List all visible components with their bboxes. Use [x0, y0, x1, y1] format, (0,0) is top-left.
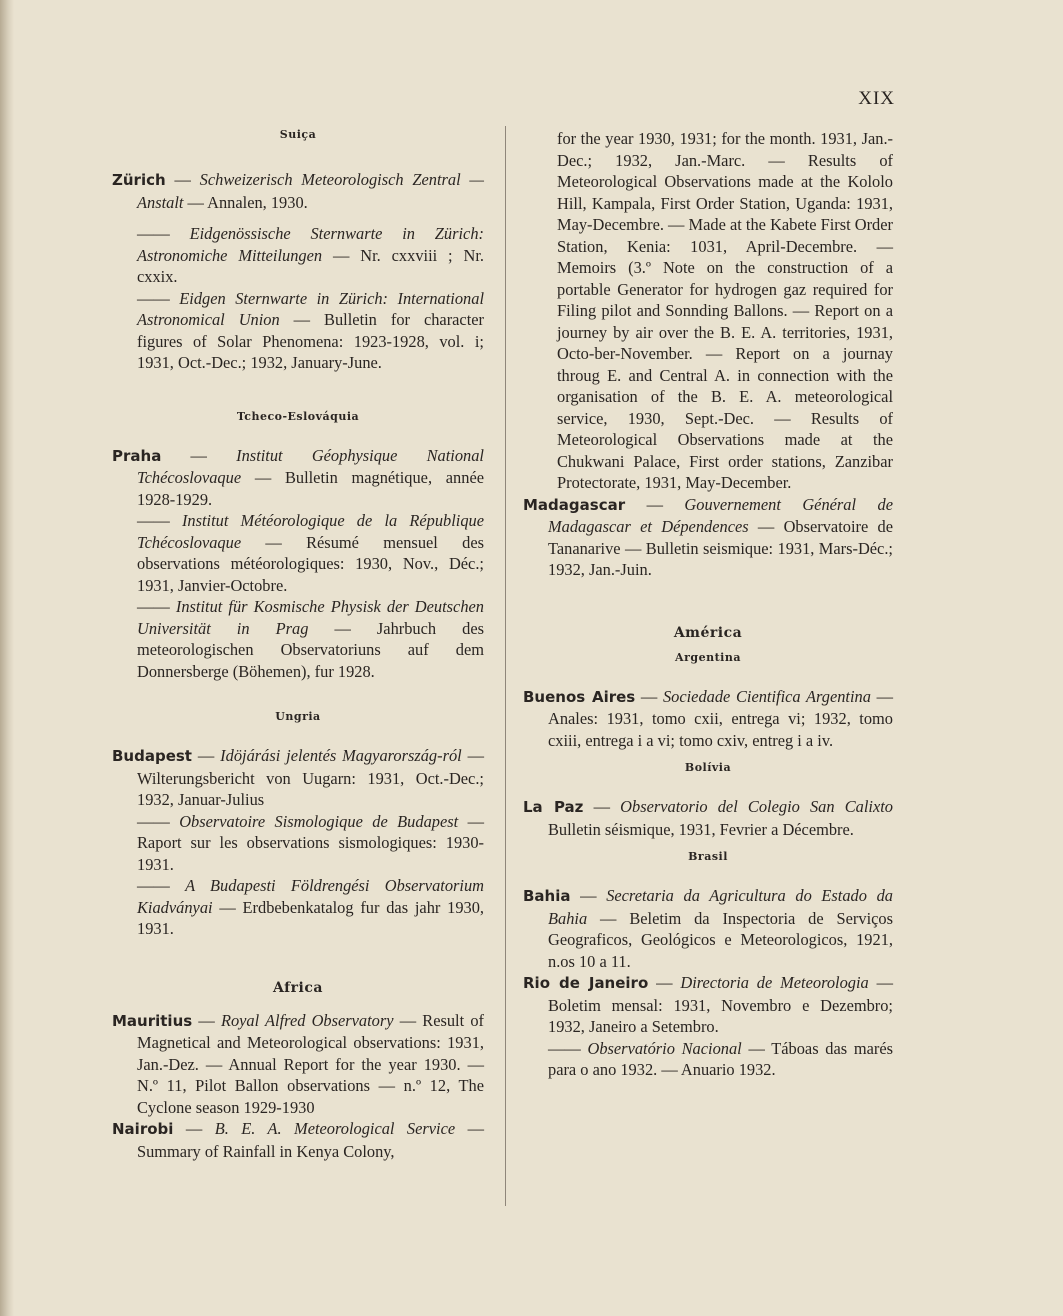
- institution-name: Observatorio del Colegio San Calixto: [620, 797, 893, 816]
- section-heading: Brasil: [688, 850, 728, 863]
- entry-details: — Anales: 1931, tomo cxii, entrega vi; 1932, tomo cxiii, entrega i a vi; tomo cxiv, entreg i a iv.: [548, 686, 893, 750]
- institution-name: Secretaria da Agricultura do Estado da Bahia: [548, 886, 893, 928]
- right-column: [523, 128, 893, 1081]
- institution-name: Observatoire Sismologique de Budapest: [179, 811, 459, 831]
- entry-place: Nairobi: [112, 1120, 174, 1138]
- institution-name: B. E. A. Meteorological Service: [214, 1119, 456, 1138]
- entry-details: — Observatoire de Tananarive — Bulletin seismique: 1931, Mars-Déc.; 1932, Jan.-Juin.: [548, 517, 893, 579]
- entry-place: Rio de Janeiro: [523, 974, 649, 992]
- entry-details: — Result of Magnetical and Meteorological observations: 1931, Jan.-Dez. — Annual Report for the year 1930. — N.º 11, Pilot Ballon observations — n.º 12, The Cyclone season 1929-1930: [137, 1010, 484, 1117]
- dash-prefix: ——: [137, 511, 182, 530]
- section-heading: Suiça: [279, 128, 317, 141]
- directory-entry: [523, 885, 893, 972]
- institution-name: Schweizerisch Meteorologisch Zentral — Anstalt: [137, 170, 484, 212]
- directory-entry: [112, 1010, 484, 1119]
- entry-place: La Paz: [523, 798, 584, 816]
- entry-place: Praha: [112, 446, 162, 465]
- entry-details: — Raport sur les observations sismologiques: 1930-1931.: [137, 811, 484, 874]
- entry-details: — Nr. cxxviii ; Nr. cxxix.: [137, 245, 484, 286]
- entry-details: — Erdbebenkatalog fur das jahr 1930, 1931.: [137, 897, 484, 938]
- entry-place: Budapest: [112, 747, 192, 765]
- directory-entry: [523, 494, 893, 581]
- separator: —: [161, 445, 237, 465]
- dash-prefix: ——: [137, 811, 180, 831]
- entry-details: — Wilterungsbericht von Uugarn: 1931, Oct.-Dec.; 1932, Januar-Julius: [137, 746, 485, 809]
- column-divider: [505, 126, 506, 1206]
- dash-prefix: ——: [137, 876, 186, 895]
- dash-prefix: ——: [548, 1038, 588, 1058]
- entry-details: — Jahrbuch des meteorologischen Observatoriuns auf dem Donnersberge (Böhemen), fur 1928.: [137, 618, 484, 681]
- institution-name: Institut Géophysique National Tchécoslovaque: [137, 445, 484, 487]
- entry-details: — Résumé mensuel des observations météorologiques: 1930, Nov., Déc.; 1931, Janvier-Octobre.: [137, 532, 484, 595]
- institution-name: A Budapesti Földrengési Observatorium Kiadványai: [137, 876, 484, 917]
- institution-name: Sociedade Cientifica Argentina: [662, 686, 871, 706]
- institution-name: Royal Alfred Observatory: [220, 1010, 394, 1030]
- dash-prefix: ——: [137, 288, 180, 308]
- directory-entry: [523, 972, 893, 1038]
- directory-subentry: [112, 510, 484, 596]
- institution-name: Eidgen Sternwarte in Zürich: International Astronomical Union: [137, 288, 485, 329]
- directory-subentry: [523, 1038, 893, 1081]
- directory-subentry: [112, 596, 484, 682]
- entry-place: Bahia: [523, 887, 571, 905]
- entry-details: Bulletin séismique, 1931, Fevrier a Décembre.: [548, 819, 854, 839]
- book-spine-shadow: [0, 0, 14, 1316]
- entry-details: — Bulletin magnétique, année 1928-1929.: [137, 468, 484, 509]
- section-heading: Argentina: [675, 650, 741, 664]
- region-heading: Africa: [273, 979, 323, 996]
- dash-prefix: ——: [137, 224, 190, 243]
- institution-name: Eidgenössische Sternwarte in Zürich: Astronomiche Mitteilungen: [137, 224, 484, 265]
- section-heading: Ungria: [275, 710, 321, 723]
- institution-name: Directoria de Meteorologia: [680, 973, 869, 992]
- directory-subentry: [112, 223, 484, 288]
- directory-entry: [523, 686, 893, 752]
- directory-subentry: [112, 811, 484, 876]
- separator: —: [635, 686, 663, 706]
- section-heading: Bolívia: [684, 761, 732, 774]
- entry-details: — Annalen, 1930.: [183, 192, 308, 212]
- institution-name: Institut für Kosmische Physisk der Deutschen Universität in Prag: [137, 597, 484, 638]
- directory-subentry: [112, 875, 484, 940]
- separator: —: [570, 886, 607, 905]
- entry-details: — Beletim da Inspectoria de Serviços Geograficos, Geológicos e Meteorologicos, 1921, n.os 10 a 11.: [548, 908, 893, 971]
- entry-continuation: [523, 128, 893, 494]
- entry-details: — Bulletin for character figures of Solar Phenomena: 1923-1928, vol. i; 1931, Oct.-Dec.; 1932, January-June.: [137, 310, 484, 372]
- entry-place: Madagascar: [523, 495, 626, 514]
- page-number: XIX: [858, 88, 895, 109]
- separator: —: [192, 1010, 221, 1030]
- separator: —: [625, 494, 685, 514]
- separator: —: [165, 170, 200, 189]
- directory-entry: [523, 796, 893, 840]
- separator: —: [648, 973, 681, 992]
- dash-prefix: ——: [137, 597, 176, 616]
- left-column: [112, 128, 484, 1162]
- entry-details: for the year 1930, 1931; for the month. 1931, Jan.-Dec.; 1932, Jan.-Marc. — Results of Meteorological Observations made at the Kololo Hill, Kampala, First Order Station, Uganda: 1931, May-Decembre. — Made at the Kabete First Order Station, Kenia: 1031, April-Decembre. — Memoirs (3.º Note on the construction of a portable Generator for hydrogen gaz required for Filing pilot and Sonnding Ballons. — Report on a journey by air over the B. E. A. territories, 1931, Octo-ber-November. — Report on a journay throug E. and Central A. in connection with the organisation of the B. E. A. meteorological service, 1930, Sept.-Dec. — Results of Meteorological Observations made at the Chukwani Palace, First order stations, Zanzibar Protectorate, 1931, May-December.: [557, 129, 893, 492]
- separator: —: [583, 797, 621, 816]
- entry-place: Zürich: [112, 171, 166, 189]
- directory-entry: [112, 1118, 484, 1162]
- section-heading: Tcheco-Eslováquia: [236, 409, 360, 423]
- separator: —: [191, 746, 221, 765]
- directory-entry: [112, 745, 484, 811]
- separator: —: [173, 1119, 215, 1138]
- region-heading: América: [673, 624, 743, 641]
- entry-place: Buenos Aires: [523, 687, 636, 706]
- institution-name: Institut Météorologique de la République Tchécoslovaque: [137, 511, 484, 552]
- entry-details: — Boletim mensal: 1931, Novembro e Dezembro; 1932, Janeiro a Setembro.: [548, 973, 893, 1036]
- entry-details: — Summary of Rainfall in Kenya Colony,: [137, 1119, 484, 1161]
- directory-subentry: [112, 288, 484, 374]
- directory-entry: [112, 445, 484, 511]
- directory-entry: [112, 169, 484, 213]
- entry-details: — Táboas das marés para o ano 1932. — Anuario 1932.: [548, 1038, 893, 1079]
- institution-name: Gouvernement Général de Madagascar et Dépendences: [548, 494, 893, 536]
- institution-name: Idöjárási jelentés Magyarország-ról: [220, 746, 462, 765]
- institution-name: Observatório Nacional: [587, 1038, 742, 1058]
- entry-place: Mauritius: [112, 1011, 193, 1030]
